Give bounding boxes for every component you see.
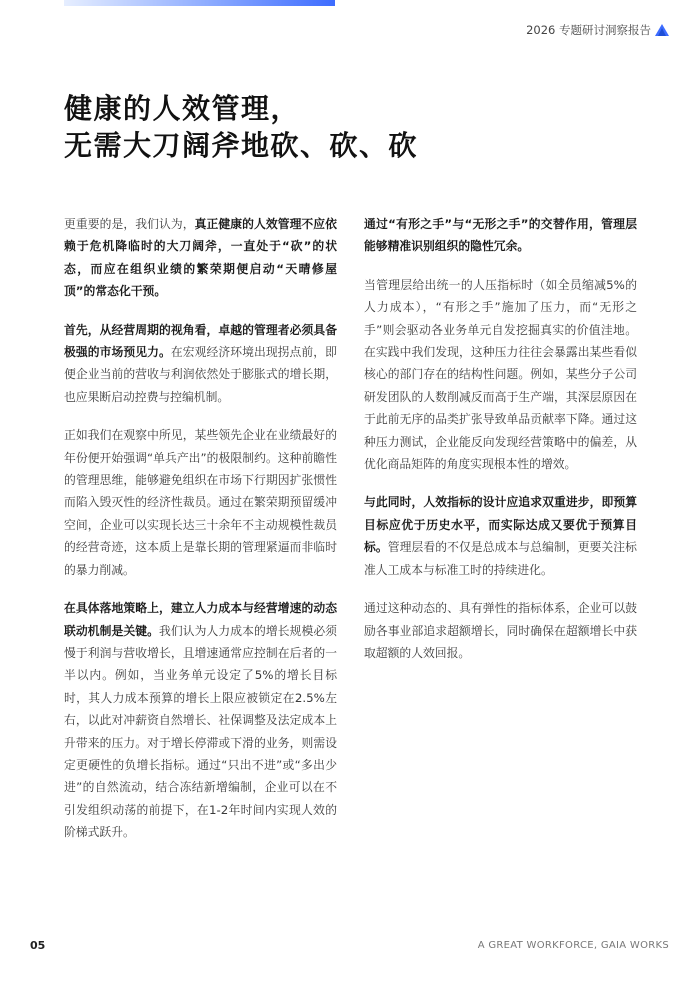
page-title [64,90,418,164]
left-p4-body: 我们认为人力成本的增长规模必须慢于利润与营收增长，且增速通常应控制在后者的一半以内。例如，当业务单元设定了5%的增长目标时，其人力成本预算的增长上限应被锁定在2.5%左右，以此对冲薪资自然增长、社保调整及法定成本上升带来的压力。对于增长停滞或下滑的业务，则需设定更硬性的负增长指标。通过“只出不进”或“多出少进”的自然流动，结合冻结新增编制，企业可以在不引发组织动荡的前提下，在1-2年时间内实现人效的阶梯式跃升。 [64,623,337,840]
page-title-line-1: 健康的人效管理， [64,92,301,125]
triangle-icon [655,24,669,36]
report-title: 2026 专题研讨洞察报告 [526,23,651,37]
right-paragraph-1: 通过“有形之手”与“无形之手”的交替作用，管理层能够精准识别组织的隐性冗余。 [364,217,637,254]
left-column [64,213,337,860]
top-accent-bar [64,0,335,6]
left-p2-body: 在宏观经济环境出现拐点前，即便企业当前的营收与利润依然处于膨胀式的增长期，也应果断启动控费与控编机制。 [64,345,337,404]
right-p3-emphasis: 与此同时，人效指标的设计应追求双重进步，即预算目标应优于历史水平，而实际达成又要优于预算目标。 [364,495,637,555]
page-title-line-2: 无需大刀阔斧地砍、砍、砍 [64,129,419,162]
left-paragraph-2 [64,319,337,409]
footer-brand: A GREAT WORKFORCE, GAIA WORKS [477,940,669,951]
page-number: 05 [30,939,46,952]
left-p1-lead: 更重要的是，我们认为， [64,217,195,231]
right-paragraph-4: 通过这种动态的、具有弹性的指标体系，企业可以鼓励各事业部追求超额增长，同时确保在超额增长中获取超额的人效回报。 [364,601,637,660]
right-column [364,213,637,680]
left-paragraph-1 [64,213,337,303]
right-p3-body: 管理层看的不仅是总成本与总编制，更要关注标准人工成本与标准工时的持续进化。 [364,540,637,577]
report-header [526,21,669,39]
left-paragraph-3: 正如我们在观察中所见，某些领先企业在业绩最好的年份便开始强调“单兵产出”的极限制约。这种前瞻性的管理思维，能够避免组织在市场下行期因扩张惯性而陷入毁灭性的经济性裁员。通过在繁荣期预留缓冲空间，企业可以实现长达三十余年不主动规模性裁员的经营奇迹，这本质上是靠长期的管理紧逼而非临时的暴力削减。 [64,428,337,577]
left-p4-emphasis: 在具体落地策略上，建立人力成本与经营增速的动态联动机制是关键。 [64,601,337,638]
left-p2-emphasis: 首先，从经营周期的视角看，卓越的管理者必须具备极强的市场预见力。 [64,322,337,360]
right-paragraph-2: 当管理层给出统一的人压指标时（如全员缩减5%的人力成本），“有形之手”施加了压力，而“无形之手”则会驱动各业务单元自发挖掘真实的价值洼地。在实践中我们发现，这种压力往往会暴露出某些看似核心的部门存在的结构性问题。例如，某些分子公司研发团队的人数削减反而高于生产端，其深层原因在于此前无序的品类扩张导致单品贡献率下降。通过这种压力测试，企业能反向发现经营策略中的偏差，从优化商品矩阵的角度实现根本性的增效。 [364,277,637,472]
right-paragraph-3 [364,491,637,581]
left-paragraph-4 [64,597,337,843]
left-p1-emphasis: 真正健康的人效管理不应依赖于危机降临时的大刀阔斧，一直处于“砍”的状态，而应在组织业绩的繁荣期便启动“天晴修屋顶”的常态化干预。 [64,217,337,299]
